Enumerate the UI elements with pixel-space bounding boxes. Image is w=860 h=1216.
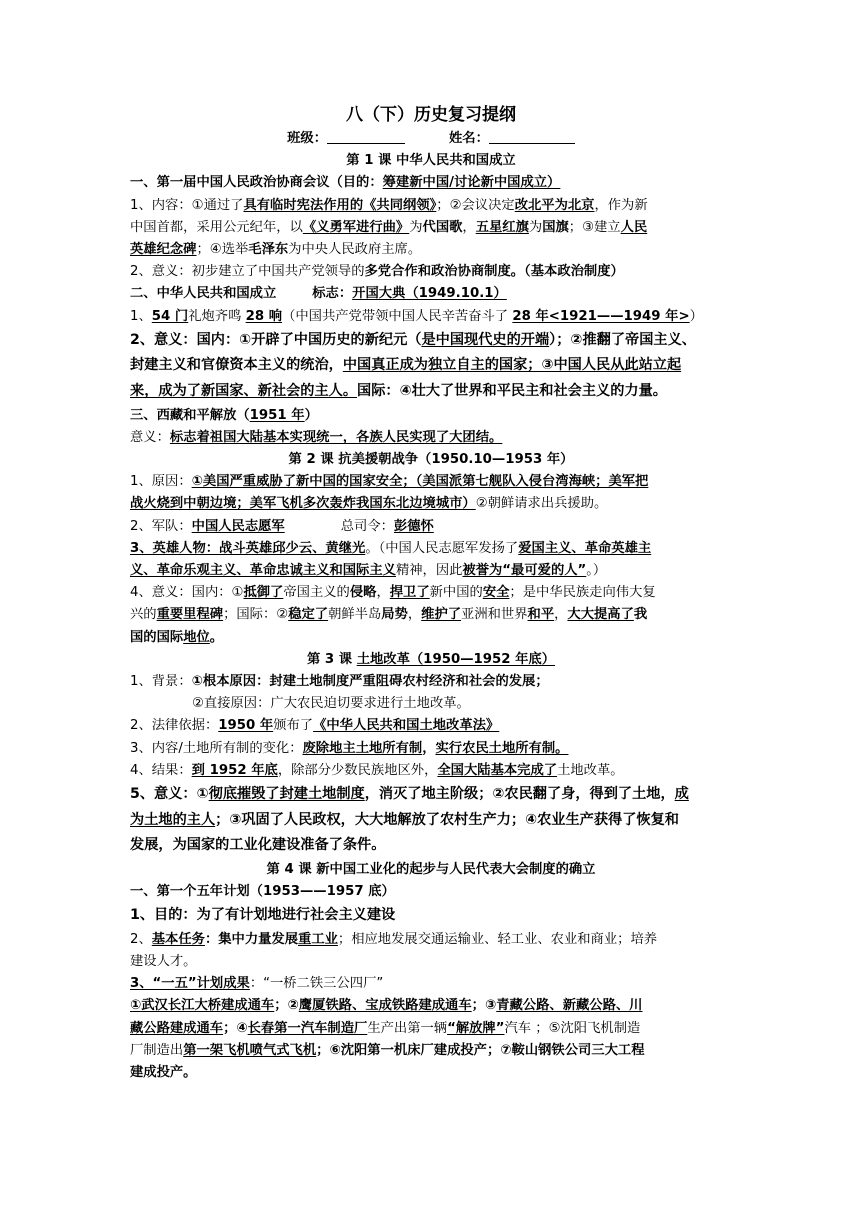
outline-line xyxy=(130,306,732,328)
text-segment: ， xyxy=(422,740,436,756)
text-segment: ） xyxy=(304,407,318,423)
text-segment: 汽车 ；⑤沈阳飞机制造 xyxy=(504,1020,641,1036)
text-segment: 抵御了 xyxy=(243,585,284,601)
outline-line xyxy=(130,859,732,881)
text-segment: 筹建新中国/讨论新中国成立） xyxy=(382,175,561,191)
outline-line xyxy=(130,782,732,808)
text-segment: 第一架飞机喷气式飞机 xyxy=(183,1042,317,1058)
outline-line xyxy=(130,604,732,626)
text-segment: 中国真正成为独立自主的国家；③中国人民从此站立起 xyxy=(342,357,682,374)
text-segment: 。（基本政治制度） xyxy=(510,264,624,280)
text-segment: 1、 xyxy=(130,308,152,324)
text-segment: 1、原因： xyxy=(130,474,192,490)
class-label: 班级： xyxy=(287,131,327,146)
text-segment: 第 2 课 抗美援朝战争（1950.10—1953 年） xyxy=(288,452,574,468)
text-segment: 爱国主义、革命英雄主 xyxy=(518,540,652,556)
outline-line xyxy=(130,261,732,283)
text-segment: 3、“一五”计划成果 xyxy=(130,976,250,992)
text-segment: 义、革命乐观主义、革命忠诚主义和国际主义 xyxy=(130,563,396,579)
text-segment: 5、意义：① xyxy=(130,786,209,803)
text-segment: 三、西藏和平解放（ xyxy=(130,407,250,423)
text-segment: 土地改革（1950—1952 年底） xyxy=(356,651,556,667)
text-segment: 2、法律依据： xyxy=(130,718,219,734)
text-segment: 。） xyxy=(586,563,607,579)
outline-content xyxy=(130,150,732,1084)
outline-line xyxy=(130,283,732,305)
text-segment: 标志着祖国大陆基本实现统一，各族人民实现了大团结。 xyxy=(169,429,503,445)
outline-line xyxy=(130,833,732,859)
text-segment: ①美国严重威胁了新中国的国家安全；（美国派第七舰队入侵台湾海峡；美军把 xyxy=(191,474,649,490)
outline-line xyxy=(130,516,732,538)
text-segment: 藏公路建成通车 xyxy=(130,1020,224,1036)
text-segment: 建成投产。 xyxy=(130,1065,197,1081)
text-segment: 英雄纪念碑 xyxy=(130,242,197,258)
outline-line xyxy=(130,449,732,471)
text-segment: 一、第一届中国人民政治协商会议（目的： xyxy=(130,175,383,191)
text-segment: 一、第一个五年计划（1953——1957 底） xyxy=(130,884,395,900)
text-segment: 被誉为“最可爱的人” xyxy=(462,563,587,579)
text-segment: “解放牌” xyxy=(447,1020,505,1036)
text-segment: 54 门 xyxy=(151,308,189,324)
text-segment: 地位 xyxy=(183,629,210,645)
outline-line xyxy=(130,995,732,1017)
text-segment: 4、意义：国内：① xyxy=(130,585,244,601)
text-segment: 礼炮齐鸣 xyxy=(188,308,246,324)
text-segment: 实行农民土地所有制。 xyxy=(435,740,569,756)
text-segment: 稳定了 xyxy=(288,607,329,623)
text-segment: 精神，因此 xyxy=(395,563,463,579)
text-segment: ， xyxy=(554,607,568,623)
text-segment: 捍卫了 xyxy=(389,585,430,601)
text-segment: 建设人才。 xyxy=(130,954,197,970)
text-segment: ；③建立 xyxy=(568,219,621,235)
text-segment: 厂制造出 xyxy=(130,1042,184,1058)
outline-line xyxy=(130,379,732,405)
text-segment: ①武汉长江大桥建成通车 xyxy=(130,998,275,1014)
text-segment: ①根本原因：封建土地制度严重阻碍农村经济和社会的发展； xyxy=(191,674,549,690)
outline-line xyxy=(130,649,732,671)
document-page xyxy=(130,102,732,1084)
text-segment: ；是中华民族走向伟大复 xyxy=(509,585,656,601)
outline-line xyxy=(130,760,732,782)
text-segment: 国的国际 xyxy=(130,629,184,645)
text-segment: 《义勇军进行曲》 xyxy=(302,219,410,235)
text-segment: 2、 xyxy=(130,931,152,947)
text-segment: ；②会议决定 xyxy=(436,197,515,213)
text-segment: 朝鲜半岛 xyxy=(328,607,382,623)
text-segment: 是中国现代史的开端 xyxy=(421,331,550,348)
text-segment: 成 xyxy=(674,786,689,803)
text-segment: 1、背景： xyxy=(130,674,192,690)
text-segment: 废除地主土地所有制 xyxy=(302,740,423,756)
outline-line xyxy=(130,471,732,493)
outline-line xyxy=(130,903,732,929)
text-segment: 3、英雄人物：战斗英雄邱少云、黄继光 xyxy=(130,540,366,556)
text-segment: ；④ xyxy=(223,1020,248,1036)
text-segment: ；⑥沈阳第一机床厂建成投产；⑦鞍山钢铁公司三大工程 xyxy=(316,1042,645,1058)
text-segment: 亚洲和世界 xyxy=(461,607,528,623)
text-segment: ，消灭了地主阶级；②农民翻了身，得到了土地， xyxy=(364,786,675,803)
text-segment: 28 响 xyxy=(245,308,283,324)
text-segment: 中国人民志愿军 xyxy=(191,518,285,534)
outline-line xyxy=(130,353,732,379)
outline-line xyxy=(130,427,732,449)
outline-line xyxy=(130,951,732,973)
outline-line xyxy=(130,1040,732,1062)
text-segment: ；④选举 xyxy=(196,242,249,258)
text-segment: 1、内容：①通过了 xyxy=(130,197,244,213)
outline-line xyxy=(130,973,732,995)
text-segment: 意义： xyxy=(130,429,170,445)
text-segment: 帝国主义的 xyxy=(283,585,350,601)
text-segment: 1、目的：为了有计划地进行社会主义建设 xyxy=(130,907,396,924)
text-segment: 第 1 课 中华人民共和国成立 xyxy=(346,153,516,169)
text-segment: 人民 xyxy=(620,219,648,235)
text-segment: 五星红旗 xyxy=(475,219,529,235)
text-segment: 维护了 xyxy=(421,607,462,623)
outline-line xyxy=(130,150,732,172)
text-segment: 标志： xyxy=(312,286,353,302)
text-segment: 3、内容/土地所有制的变化： xyxy=(130,740,303,756)
text-segment: 到 1952 年底 xyxy=(191,762,278,778)
text-segment: ， xyxy=(407,607,422,623)
text-segment: 为中央人民政府主席。 xyxy=(288,242,422,258)
text-segment: 为 xyxy=(409,219,423,235)
text-segment: ， xyxy=(376,585,390,601)
text-segment: ；③ xyxy=(471,998,497,1014)
text-segment: 封建主义和官僚资本主义的统治， xyxy=(130,357,343,374)
text-segment: 国旗 xyxy=(542,219,569,235)
text-segment: 局势 xyxy=(381,607,408,623)
outline-line xyxy=(130,715,732,737)
text-segment: 彭德怀 xyxy=(393,518,434,534)
outline-line xyxy=(130,738,732,760)
text-segment: 安全 xyxy=(482,585,510,601)
text-segment: 。 xyxy=(209,629,224,645)
text-segment: 全国大陆基本完成了 xyxy=(437,762,558,778)
text-segment: 改北平为北京 xyxy=(514,197,595,213)
class-name-row xyxy=(130,128,732,150)
text-segment: ；② xyxy=(274,998,299,1014)
text-segment: ， xyxy=(462,219,476,235)
class-blank[interactable] xyxy=(327,129,405,144)
text-segment: 二、中华人民共和国成立 xyxy=(130,286,277,302)
outline-line xyxy=(130,1062,732,1084)
text-segment: ②直接原因：广大农民迫切要求进行土地改革。 xyxy=(192,696,470,712)
text-segment: ；相应地发展交通运输业、轻工业、农业和商业；培养 xyxy=(337,931,658,947)
text-segment: 。（中国人民志愿军发扬了 xyxy=(365,540,519,556)
text-segment: 和平 xyxy=(527,607,555,623)
outline-line xyxy=(130,239,732,261)
text-segment: 开国大典（1949.10.1） xyxy=(352,286,507,302)
outline-line xyxy=(130,1018,732,1040)
text-segment: 1951 年 xyxy=(249,407,305,423)
text-segment: 新中国的 xyxy=(429,585,483,601)
outline-line xyxy=(130,328,732,354)
text-segment: 土地改革。 xyxy=(557,762,624,778)
text-segment: 总司令： xyxy=(340,518,394,534)
text-segment: （中国共产党带领中国人民辛苦奋斗了 xyxy=(282,308,513,324)
name-blank[interactable] xyxy=(489,129,575,144)
outline-line xyxy=(130,929,732,951)
text-segment: 来，成为了新国家、新社会的主人。 xyxy=(130,383,358,400)
text-segment: 2、意义：国内：①开辟了中国历史的新纪元（ xyxy=(130,331,422,348)
text-segment: 侵略 xyxy=(349,585,377,601)
text-segment: 基本任务 xyxy=(151,931,205,947)
text-segment: 第 4 课 新中国工业化的起步与人民代表大会制度的确立 xyxy=(266,861,596,877)
outline-line xyxy=(130,627,732,649)
text-segment: 彻底摧毁了封建土地制度 xyxy=(208,786,365,803)
outline-line xyxy=(130,405,732,427)
text-segment: 发展，为国家的工业化建设准备了条件。 xyxy=(130,837,386,854)
outline-line xyxy=(130,217,732,239)
text-segment: 具有临时宪法作用的《共同纲领》 xyxy=(243,197,437,213)
text-segment: 2、意义：初步建立了中国共产党领导的 xyxy=(130,264,365,280)
text-segment: 为土地的主人 xyxy=(130,811,216,828)
outline-line xyxy=(130,693,732,715)
text-segment: ） xyxy=(689,308,703,324)
text-segment: 生产出第一辆 xyxy=(367,1020,448,1036)
text-segment: 1950 年 xyxy=(218,718,274,734)
text-segment: ②朝鲜请求出兵援助。 xyxy=(475,496,608,512)
outline-line xyxy=(130,172,732,194)
text-segment: 重要里程碑 xyxy=(156,607,224,623)
outline-line xyxy=(130,582,732,604)
text-segment: 2、军队： xyxy=(130,518,192,534)
outline-line xyxy=(130,808,732,834)
text-segment: ，除部分少数民族地区外， xyxy=(277,762,438,778)
text-segment: 青藏公路、新藏公路、川 xyxy=(496,998,643,1014)
text-segment: 《中华人民共和国土地改革法》 xyxy=(313,718,500,734)
text-segment: 国际：④壮大了世界和平民主和社会主义的力量。 xyxy=(357,383,667,400)
text-segment: 为 xyxy=(528,219,543,235)
text-segment: 颁布了 xyxy=(273,718,314,734)
text-segment: 重工业 xyxy=(298,931,338,947)
text-segment: 4、结果： xyxy=(130,762,192,778)
outline-line xyxy=(130,671,732,693)
text-segment: 第 3 课 xyxy=(306,651,357,667)
text-segment: 我 xyxy=(633,607,648,623)
text-segment: 鹰厦铁路、宝成铁路建成通车 xyxy=(298,998,472,1014)
outline-line xyxy=(130,195,732,217)
outline-line xyxy=(130,493,732,515)
text-segment: ，作为新 xyxy=(594,197,648,213)
name-label: 姓名： xyxy=(449,131,489,146)
text-segment: 毛泽东 xyxy=(248,242,289,258)
text-segment: ）；②推翻了帝国主义、 xyxy=(549,331,696,348)
text-segment: 中国首都，采用公元纪年，以 xyxy=(130,219,303,235)
outline-line xyxy=(130,560,732,582)
text-segment: 长春第一汽车制造厂 xyxy=(247,1020,368,1036)
text-segment: 兴的 xyxy=(130,607,157,623)
text-segment: 战火烧到中朝边境；美军飞机多次轰炸我国东北边境城市） xyxy=(130,496,476,512)
text-segment: 大大提高了 xyxy=(567,607,634,623)
text-segment: ：集中力量发展 xyxy=(204,931,299,947)
text-segment: 28 年<1921——1949 年> xyxy=(512,308,690,324)
outline-line xyxy=(130,881,732,903)
page-title: 八（下）历史复习提纲 xyxy=(346,105,516,125)
text-segment: 多党合作和政治协商制度 xyxy=(364,264,511,280)
text-segment: ；③巩固了人民政权，大大地解放了农村生产力；④农业生产获得了恢复和 xyxy=(215,811,679,828)
outline-line xyxy=(130,538,732,560)
text-segment: ：“一桥二铁三公四厂” xyxy=(249,976,384,992)
text-segment: ；国际：② xyxy=(223,607,289,623)
text-segment: 代国歌 xyxy=(422,219,463,235)
